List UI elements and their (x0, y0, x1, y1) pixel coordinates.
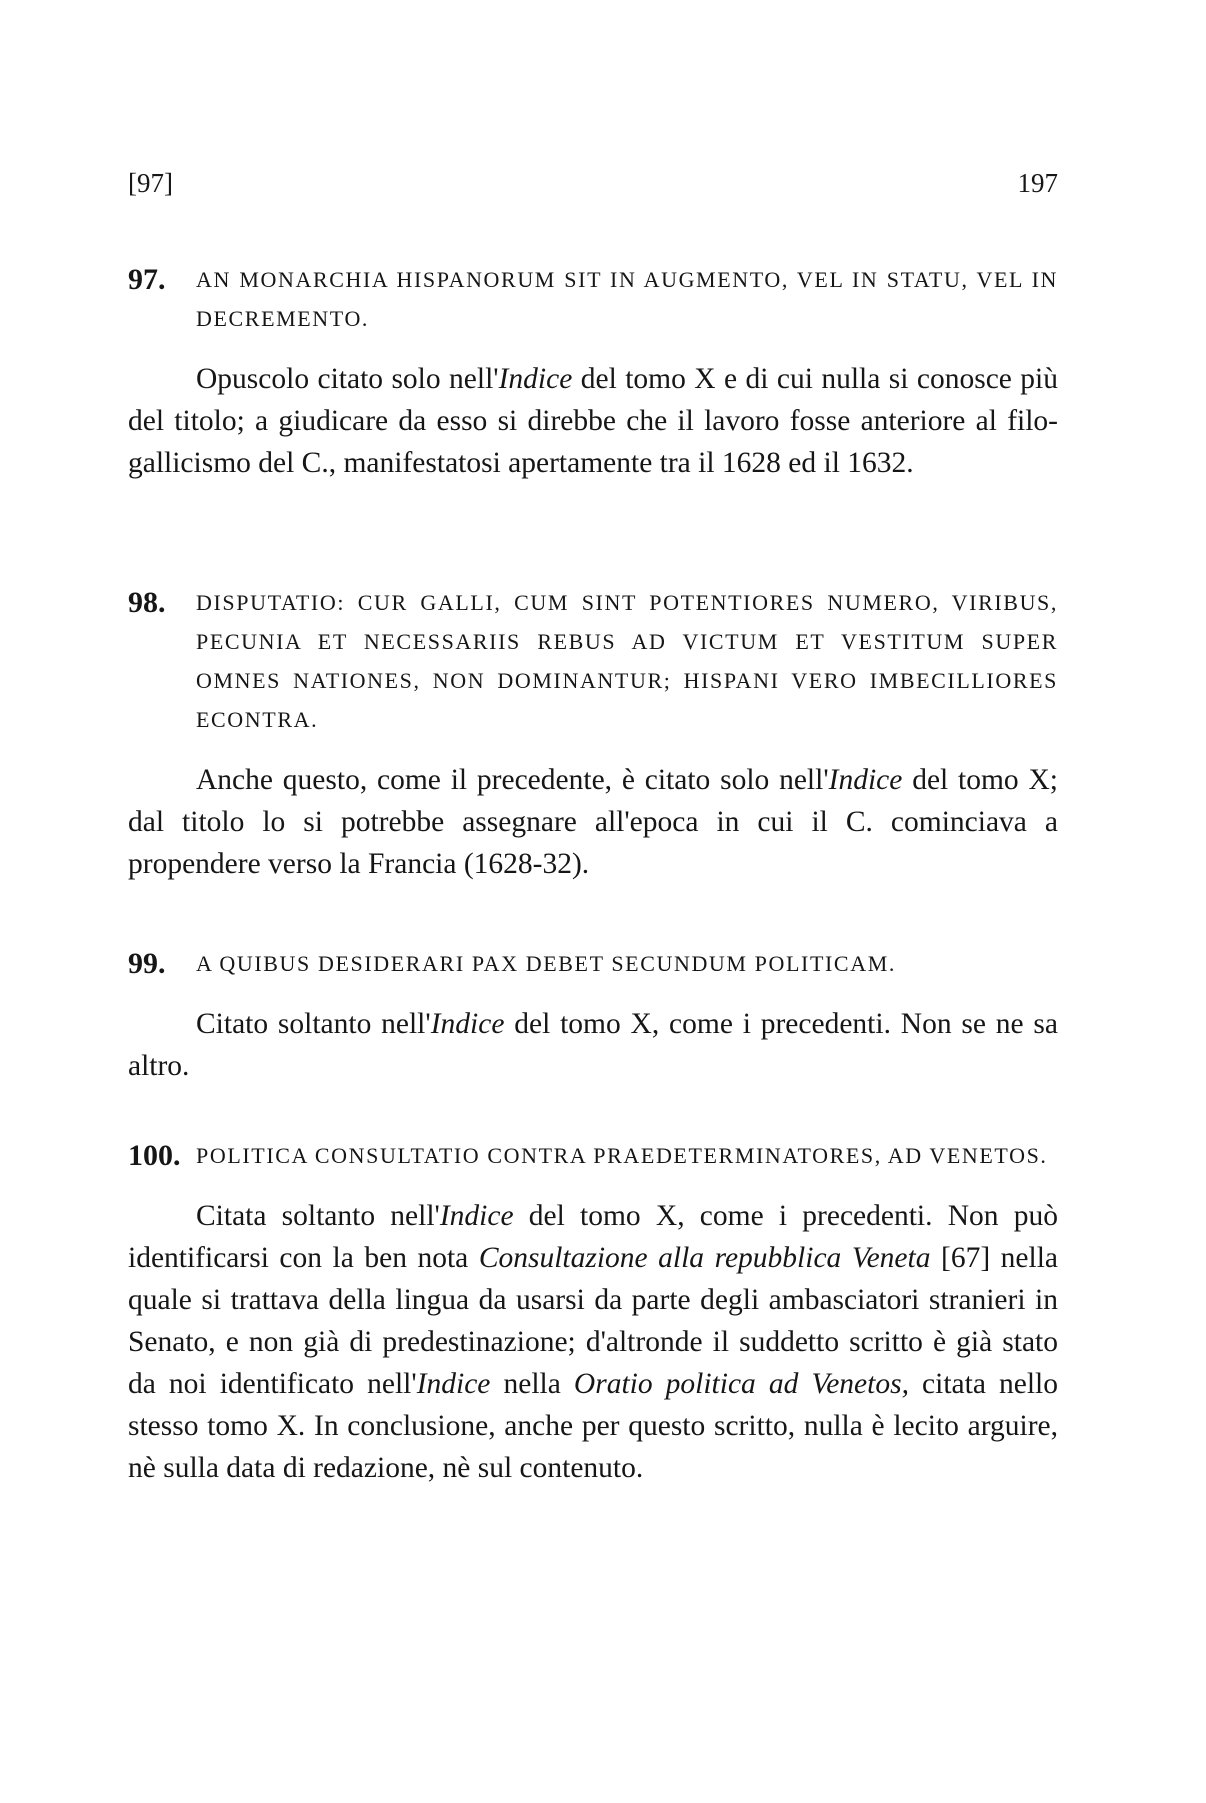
body-text: del tomo X, come i precedenti. Non se ne sa altro. (128, 1008, 1058, 1082)
page-number: 197 (1017, 168, 1058, 198)
entry-number: 98. (128, 586, 166, 619)
entry-body (128, 1195, 1058, 1489)
entry-97 (128, 260, 1058, 514)
entry-title-text: POLITICA CONSULTATIO CONTRA PRAEDETERMINATORES, AD VENETOS. (196, 1143, 1048, 1168)
body-text: citata nello stesso tomo X. In conclusione, anche per questo scritto, nulla è lecito arguire, nè sulla data di redazione, nè sul contenuto. (128, 1368, 1058, 1484)
entry-title-text: AN MONARCHIA HISPANORUM SIT IN AUGMENTO, VEL IN STATU, VEL IN DECREMENTO. (196, 267, 1058, 331)
body-text: Citato soltanto nell' (196, 1008, 431, 1040)
entry-body (128, 759, 1058, 885)
body-text: [67] nella quale si trattava della lingua da usarsi da parte degli ambasciatori stranieri in Senato, e non già di predestinazione; d'altronde il suddetto scritto è già stato da noi identificato nell' (128, 1242, 1059, 1400)
body-italic: Indice (439, 1200, 514, 1232)
body-text: Opuscolo citato solo nell' (196, 363, 499, 395)
body-text: del tomo X, come i precedenti. Non può identificarsi con la ben nota (128, 1200, 1058, 1274)
entry-98 (128, 583, 1058, 915)
entry-title (128, 260, 1058, 338)
body-text: Citata soltanto nell' (196, 1200, 440, 1232)
body-text: del tomo X e di cui nulla si conosce più del titolo; a giudicare da esso si direbbe che il lavoro fosse anteriore al filo-gallicismo del C., manifestatosi apertamente tra il 1628 ed il 1632. (128, 363, 1059, 479)
entry-100 (128, 1136, 1058, 1519)
entry-title (128, 944, 1058, 983)
body-italic: Indice (828, 764, 903, 796)
entry-body (128, 1003, 1058, 1087)
body-italic: Indice (498, 363, 573, 395)
body-text: Anche questo, come il precedente, è citato solo nell' (196, 764, 829, 796)
entry-title-text: A QUIBUS DESIDERARI PAX DEBET SECUNDUM POLITICAM. (196, 951, 896, 976)
entry-99 (128, 944, 1058, 1117)
entry-number: 100. (128, 1139, 181, 1172)
entry-title (128, 583, 1058, 739)
body-italic: Oratio politica ad Venetos, (573, 1368, 909, 1400)
body-text: nella (490, 1368, 574, 1400)
body-italic: Indice (416, 1368, 491, 1400)
entry-number: 99. (128, 947, 166, 980)
entry-body (128, 358, 1058, 484)
body-italic: Consultazione alla repubblica Veneta (478, 1242, 931, 1274)
body-italic: Indice (430, 1008, 505, 1040)
body-text: del tomo X; dal titolo lo si potrebbe assegnare all'epoca in cui il C. cominciava a propendere verso la Francia (1628-32). (128, 764, 1059, 880)
entry-number: 97. (128, 263, 166, 296)
section-reference: [97] (128, 168, 173, 198)
entry-title-text: DISPUTATIO: CUR GALLI, CUM SINT POTENTIORES NUMERO, VIRIBUS, PECUNIA ET NECESSARIIS REBUS AD VICTUM ET VESTITUM SUPER OMNES NATIONES, NON DOMINANTUR; HISPANI VERO IMBECILLIORES ECONTRA. (196, 590, 1058, 732)
entry-title (128, 1136, 1058, 1175)
